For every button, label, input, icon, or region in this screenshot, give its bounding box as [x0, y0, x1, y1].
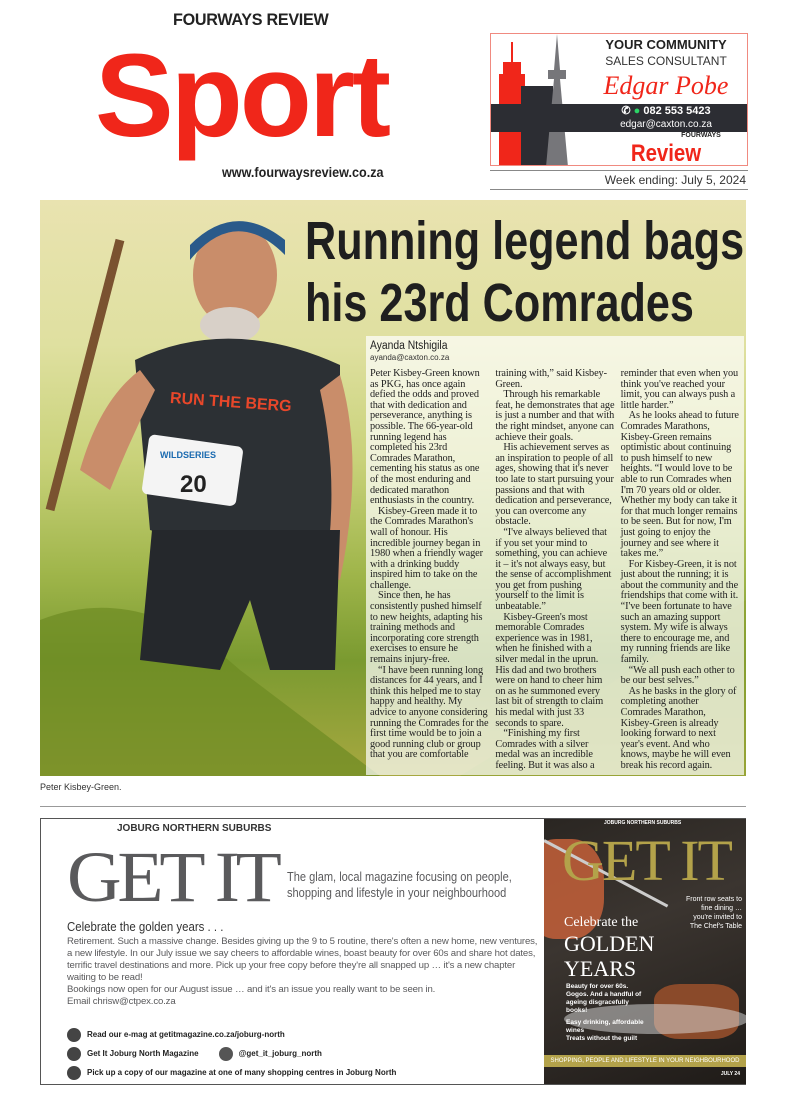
sales-consultant-ad: [490, 33, 748, 166]
article-paragraph: Since then, he has consistently pushed himself to new heights, adapting his training methods and incorporating core strength exercises to ensure he remains injury-free.: [370, 590, 483, 666]
instagram-link[interactable]: @get_it_joburg_north: [219, 1049, 322, 1058]
week-ending: Week ending: July 5, 2024: [604, 173, 746, 187]
instagram-icon: [219, 1047, 233, 1061]
article-paragraph: As he basks in the glory of completing another Comrades Marathon, Kisbey-Green is already looking forward to next year's event. And who knows, maybe he will even break his record again.: [620, 685, 737, 771]
whatsapp-icon: ●: [633, 105, 641, 117]
article-paragraph: As he looks ahead to future Comrades Marathons, Kisbey-Green remains optimistic about continuing to push himself to new heights. “I would love to be able to run Comrades when I'm 70 years old or older. Whether my body can take it for that much longer remains to be seen. But for now, I'm just going to enjoy the journey and see where it takes me.”: [620, 410, 739, 560]
article-paragraph: For Kisbey-Green, it is not just about the running; it is about the community and the friendships that come with it. “I've been fortunate to have such an amazing support system. My wife is always there to encourage me, and my running friends are like family.: [620, 558, 739, 666]
phone-number: 082 553 5423: [643, 105, 711, 117]
consultant-name: Edgar Pobe: [603, 71, 729, 100]
phone[interactable]: [591, 105, 741, 118]
headline: Running legend bags his 23rd Comrades: [305, 211, 745, 333]
article-paragraph: “Finishing my first Comrades with a silver medal was an incredible feeling. But it was also a reminder that even when you think you've reached your limit, you can always push a little harder.”: [495, 368, 739, 771]
cover-logo: GET IT: [562, 828, 731, 893]
divider: [490, 170, 748, 171]
photo-caption: Peter Kisbey-Green.: [40, 782, 122, 792]
cover-side-text: Front row seats to fine dining … you're invited to The Chef's Table: [685, 896, 742, 930]
getit-kicker: JOBURG NORTHERN SUBURBS: [117, 823, 272, 834]
phone-icon: ✆: [621, 105, 634, 117]
article-paragraph: “I've always believed that if you set your mind to something, you can achieve it – it's not always easy, but the sense of accomplishment you get from pushing yourself to the limit is unbeatable.”: [495, 526, 612, 613]
paper-name: FOURWAYS REVIEW: [173, 10, 329, 29]
facebook-link[interactable]: Get It Joburg North Magazine: [67, 1049, 199, 1058]
facebook-icon: [67, 1047, 81, 1061]
cover-banner: SHOPPING, PEOPLE AND LIFESTYLE IN YOUR NEIGHBOURHOOD: [544, 1055, 746, 1067]
cover-issue: JULY 24: [720, 1071, 740, 1077]
author-email[interactable]: ayanda@caxton.co.za: [370, 353, 450, 362]
article-paragraph: Through his remarkable feat, he demonstrates that age is just a number and that with the right mindset, anyone can achieve their goals.: [495, 389, 615, 443]
section-title: Sport: [95, 30, 389, 162]
getit-body: Retirement. Such a massive change. Besides giving up the 9 to 5 routine, there's often a new home, new ventures, a new lifestyle. In our July issue we say cheers to affordable wines, boast beauty for over 60s and share hot dates, terrific travel destinations and more. Pick up your free copy before they're all snapped up … it's a new chapter waiting to be read! Bookings now open for our August issue … and it's an issue you really want to be seen in. Email chrisw@ctpex.co.za: [67, 936, 538, 1007]
article-paragraph: His achievement serves as an inspiration to people of all ages, showing that it's never too late to start pursuing your passions and that with dedication and perseverance, you can overcome any obstacle.: [495, 442, 614, 528]
article-paragraph: Kisbey-Green made it to the Comrades Marathon's wall of honour. His incredible journey began in 1980 when a friendly wager with a drinking buddy inspired him to take on the challenge.: [370, 505, 483, 591]
cover-beauty: Beauty for over 60s. Gogos. And a handful of ageing disgracefully books!: [566, 983, 642, 1014]
get-it-ad: [40, 818, 746, 1085]
byline: Ayanda Ntshigila: [370, 340, 448, 352]
magazine-cover: [544, 819, 746, 1084]
skyline-icon: [491, 34, 591, 166]
getit-links: [67, 1025, 396, 1082]
divider: [490, 189, 748, 190]
shirt-text: RUN THE BERG: [169, 389, 293, 416]
article-paragraph: “I have been running long distances for 44 years, and I think this helped me to stay happy and healthy. My advice to anyone considering running the Comrades for the first time would be to join a good running club or group that you are comfortable training with,” said Kisbey-Green.: [370, 368, 607, 761]
ad-line2: SALES CONSULTANT: [605, 54, 727, 68]
cover-wines: Easy drinking, affordable wines Treats without the guilt: [566, 1019, 644, 1042]
article-columns: [370, 369, 740, 772]
bib-number: 20: [180, 471, 207, 498]
cover-kicker: JOBURG NORTHERN SUBURBS: [604, 820, 682, 826]
emag-link[interactable]: Read our e-mag at getitmagazine.co.za/joburg-north: [67, 1025, 396, 1044]
getit-tagline: The glam, local magazine focusing on people, shopping and lifestyle in your neighbourhood: [287, 869, 512, 900]
bib-brand: WILDSERIES: [160, 450, 217, 460]
review-logo: FOURWAYS Review: [630, 132, 721, 166]
article-paragraph: Peter Kisbey-Green known as PKG, has once again defied the odds and proved that with dedication and perseverance, anything is possible. The 66-year-old running legend has completed his 23rd Comrades Marathon, cementing his status as one of the most enduring and dedicated marathon enthusiasts in the country.: [370, 368, 480, 507]
article-paragraph: Kisbey-Green's most memorable Comrades experience was in 1981, when he finished with a silver medal in the uprun. His dad and two brothers were on hand to cheer him on as he summoned every last bit of strength to claim his medal with just 33 seconds to spare.: [495, 611, 604, 729]
article-body: [366, 336, 744, 775]
ad-line1: YOUR COMMUNITY: [605, 37, 727, 52]
divider: [40, 806, 746, 807]
getit-logo: GET IT: [67, 837, 278, 917]
website-link[interactable]: www.fourwaysreview.co.za: [222, 164, 384, 180]
cover-headline: Celebrate the GOLDEN YEARS: [564, 915, 655, 981]
article-paragraph: “We all push each other to be our best selves.”: [620, 664, 735, 687]
globe-icon: [67, 1028, 81, 1042]
location-pin-icon: [67, 1066, 81, 1080]
ad-email[interactable]: edgar@caxton.co.za: [620, 119, 712, 130]
getit-heading: Celebrate the golden years . . .: [67, 919, 224, 934]
pickup-info: Pick up a copy of our magazine at one of many shopping centres in Joburg North: [67, 1063, 396, 1082]
